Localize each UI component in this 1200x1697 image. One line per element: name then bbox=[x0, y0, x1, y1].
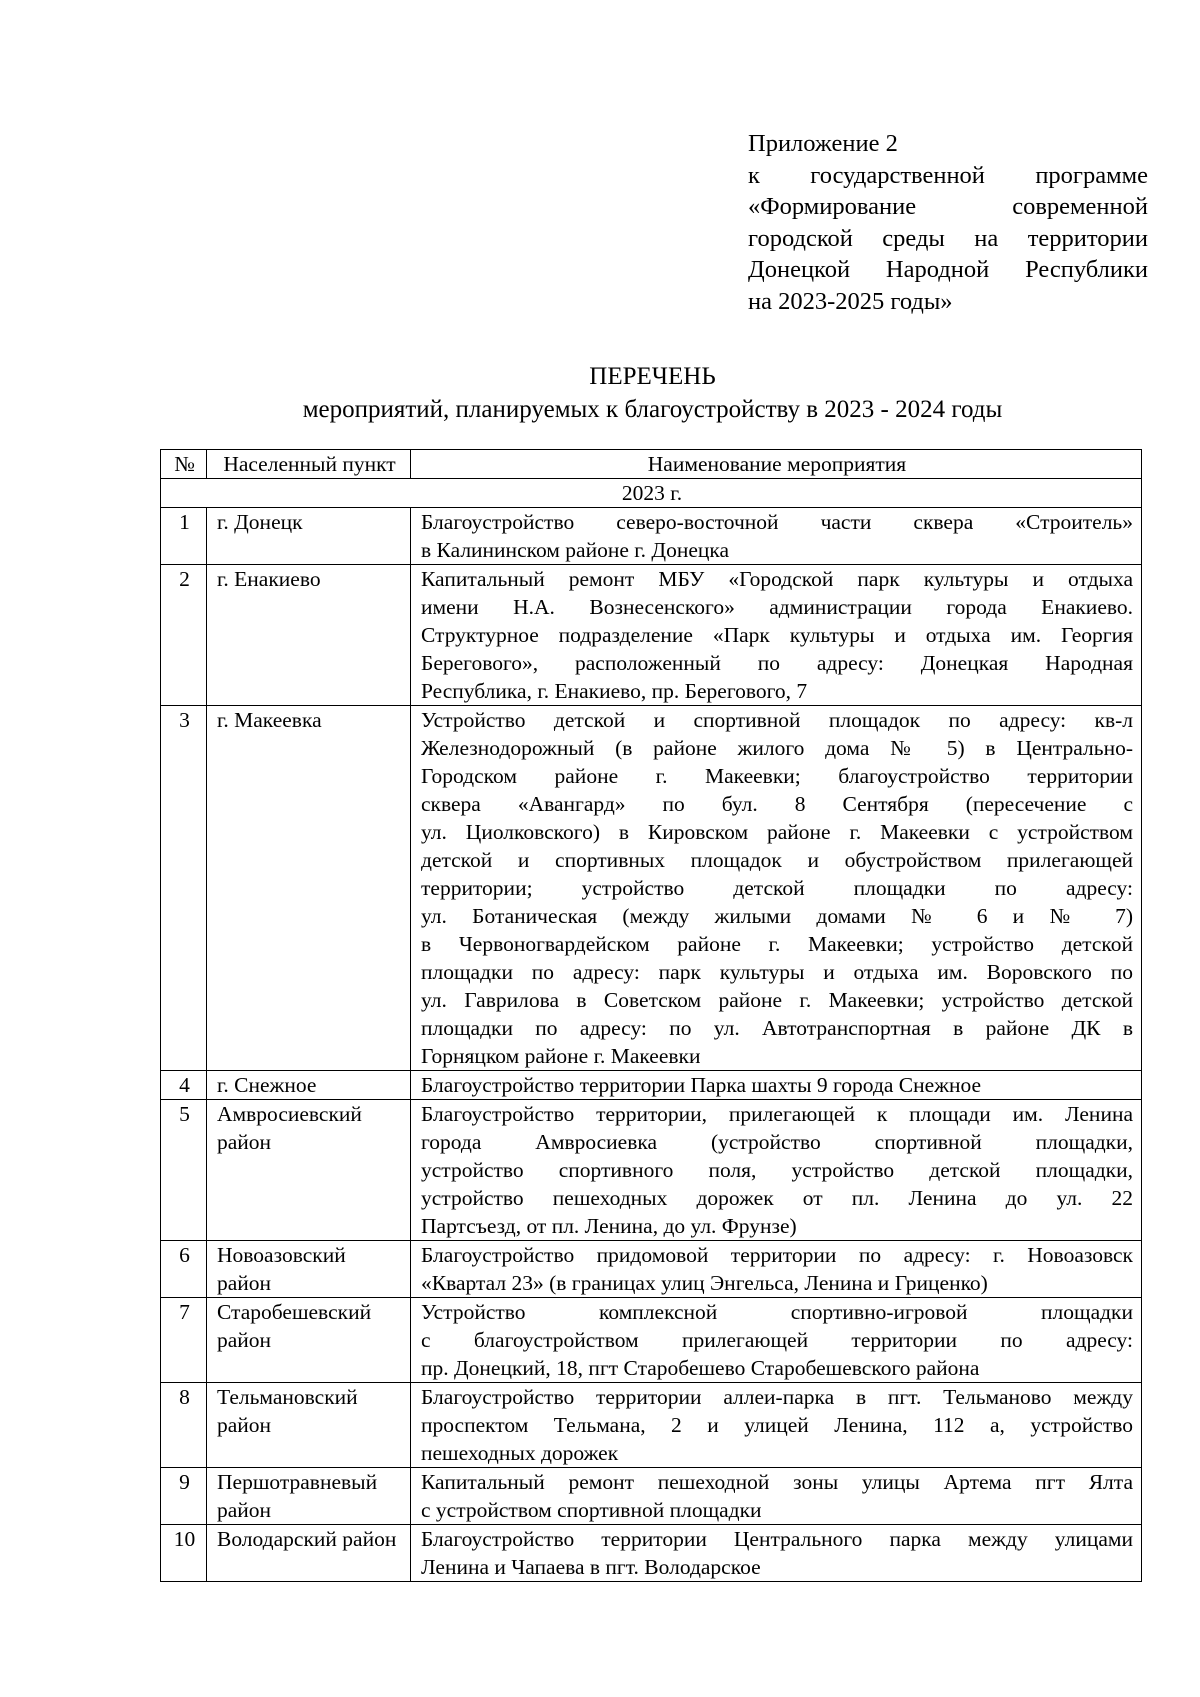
row-description bbox=[411, 1468, 1142, 1525]
description-line: ул. Гаврилова в Советском районе г. Макеевки; устройство детской bbox=[421, 988, 1133, 1012]
description-line: Республика, г. Енакиево, пр. Берегового, 7 bbox=[421, 679, 808, 703]
description-line: в Червоногвардейском районе г. Макеевки; устройство детской bbox=[421, 932, 1133, 956]
row-number: 8 bbox=[161, 1383, 207, 1468]
row-description bbox=[411, 508, 1142, 565]
table-header-row bbox=[161, 450, 1142, 479]
description-line: «Квартал 23» (в границах улиц Энгельса, Ленина и Гриценко) bbox=[421, 1271, 988, 1295]
table-row bbox=[161, 1241, 1142, 1298]
document-heading bbox=[160, 360, 1145, 426]
description-line: Партсъезд, от пл. Ленина, до ул. Фрунзе) bbox=[421, 1214, 797, 1238]
description-line: устройство пешеходных дорожек от пл. Ленина до ул. 22 bbox=[421, 1186, 1133, 1210]
year-row bbox=[161, 479, 1142, 508]
table-row bbox=[161, 1100, 1142, 1241]
row-town: Старобешевский район bbox=[207, 1298, 411, 1383]
table-row bbox=[161, 565, 1142, 706]
row-number: 7 bbox=[161, 1298, 207, 1383]
description-line: Благоустройство территории Центрального парка между улицами bbox=[421, 1527, 1133, 1551]
description-line: Капитальный ремонт МБУ «Городской парк культуры и отдыха bbox=[421, 567, 1133, 591]
description-line: Устройство детской и спортивной площадок по адресу: кв-л bbox=[421, 708, 1133, 732]
row-town: г. Енакиево bbox=[207, 565, 411, 706]
table-row bbox=[161, 508, 1142, 565]
row-description bbox=[411, 1241, 1142, 1298]
description-line: города Амвросиевка (устройство спортивной площадки, bbox=[421, 1130, 1133, 1154]
row-number: 6 bbox=[161, 1241, 207, 1298]
row-number: 3 bbox=[161, 706, 207, 1071]
row-town: Новоазовский район bbox=[207, 1241, 411, 1298]
description-line: проспектом Тельмана, 2 и улицей Ленина, 112 а, устройство bbox=[421, 1413, 1133, 1437]
row-description bbox=[411, 565, 1142, 706]
description-line: с устройством спортивной площадки bbox=[421, 1498, 762, 1522]
row-town: Амвросиевский район bbox=[207, 1100, 411, 1241]
description-line: Устройство комплексной спортивно-игровой площадки bbox=[421, 1300, 1133, 1324]
description-line: Городском районе г. Макеевки; благоустройство территории bbox=[421, 764, 1133, 788]
row-number: 10 bbox=[161, 1525, 207, 1582]
appendix-line: «Формирование современной bbox=[748, 193, 1148, 220]
description-line: сквера «Авангард» по бул. 8 Сентября (пересечение с bbox=[421, 792, 1133, 816]
row-town: Тельмановский район bbox=[207, 1383, 411, 1468]
row-description bbox=[411, 706, 1142, 1071]
row-number: 5 bbox=[161, 1100, 207, 1241]
description-line: Ленина и Чапаева в пгт. Володарское bbox=[421, 1555, 761, 1579]
description-line: имени Н.А. Вознесенского» администрации города Енакиево. bbox=[421, 595, 1133, 619]
table-row bbox=[161, 1383, 1142, 1468]
table-row bbox=[161, 1298, 1142, 1383]
table-row bbox=[161, 1468, 1142, 1525]
description-line: Благоустройство придомовой территории по адресу: г. Новоазовск bbox=[421, 1243, 1133, 1267]
row-number: 1 bbox=[161, 508, 207, 565]
row-town: г. Снежное bbox=[207, 1071, 411, 1100]
description-line: Структурное подразделение «Парк культуры и отдыха им. Георгия bbox=[421, 623, 1133, 647]
table-row bbox=[161, 1071, 1142, 1100]
description-line: Благоустройство территории аллеи-парка в пгт. Тельманово между bbox=[421, 1385, 1133, 1409]
row-town: г. Макеевка bbox=[207, 706, 411, 1071]
description-line: ул. Циолковского) в Кировском районе г. Макеевки с устройством bbox=[421, 820, 1133, 844]
description-line: Благоустройство территории Парка шахты 9 города Снежное bbox=[421, 1073, 982, 1097]
appendix-line: Приложение 2 bbox=[748, 130, 898, 157]
description-line: детской и спортивных площадок и обустройством прилегающей bbox=[421, 848, 1133, 872]
row-description bbox=[411, 1071, 1142, 1100]
header-name: Наименование мероприятия bbox=[411, 450, 1142, 479]
appendix-line: к государственной программе bbox=[748, 161, 1148, 189]
description-line: пешеходных дорожек bbox=[421, 1441, 619, 1465]
description-line: ул. Ботаническая (между жилыми домами № 6 и № 7) bbox=[421, 904, 1133, 928]
description-line: Благоустройство северо-восточной части сквера «Строитель» bbox=[421, 510, 1133, 534]
description-line: устройство спортивного поля, устройство детской площадки, bbox=[421, 1158, 1133, 1182]
year-label: 2023 г. bbox=[161, 479, 1142, 508]
description-line: Берегового», расположенный по адресу: Донецкая Народная bbox=[421, 651, 1133, 675]
appendix-block bbox=[748, 128, 1148, 317]
table-row bbox=[161, 706, 1142, 1071]
description-line: с благоустройством прилегающей территории по адресу: bbox=[421, 1328, 1133, 1352]
row-number: 2 bbox=[161, 565, 207, 706]
header-town: Населенный пункт bbox=[207, 450, 411, 479]
row-number: 4 bbox=[161, 1071, 207, 1100]
header-num: № bbox=[161, 450, 207, 479]
document-subtitle: мероприятий, планируемых к благоустройству в 2023 - 2024 годы bbox=[302, 396, 1003, 423]
measures-table bbox=[160, 449, 1142, 1582]
description-line: Благоустройство территории, прилегающей к площади им. Ленина bbox=[421, 1102, 1133, 1126]
row-description bbox=[411, 1100, 1142, 1241]
description-line: Капитальный ремонт пешеходной зоны улицы Артема пгт Ялта bbox=[421, 1470, 1133, 1494]
appendix-line: Донецкой Народной Республики bbox=[748, 256, 1148, 283]
row-description bbox=[411, 1298, 1142, 1383]
document-title: ПЕРЕЧЕНЬ bbox=[589, 363, 716, 390]
description-line: площадки по адресу: по ул. Автотранспортная в районе ДК в bbox=[421, 1016, 1133, 1040]
description-line: Железнодорожный (в районе жилого дома № 5) в Центрально- bbox=[421, 736, 1133, 760]
description-line: площадки по адресу: парк культуры и отдыха им. Воровского по bbox=[421, 960, 1133, 984]
table-row bbox=[161, 1525, 1142, 1582]
row-number: 9 bbox=[161, 1468, 207, 1525]
row-description bbox=[411, 1383, 1142, 1468]
description-line: территории; устройство детской площадки по адресу: bbox=[421, 876, 1133, 900]
appendix-line: городской среды на территории bbox=[748, 224, 1148, 252]
row-town: Володарский район bbox=[207, 1525, 411, 1582]
row-town: г. Донецк bbox=[207, 508, 411, 565]
description-line: Горняцком районе г. Макеевки bbox=[421, 1044, 701, 1068]
description-line: в Калининском районе г. Донецка bbox=[421, 538, 730, 562]
appendix-line: на 2023-2025 годы» bbox=[748, 287, 953, 315]
description-line: пр. Донецкий, 18, пгт Старобешево Старобешевского района bbox=[421, 1356, 980, 1380]
row-description bbox=[411, 1525, 1142, 1582]
row-town: Першотравневый район bbox=[207, 1468, 411, 1525]
